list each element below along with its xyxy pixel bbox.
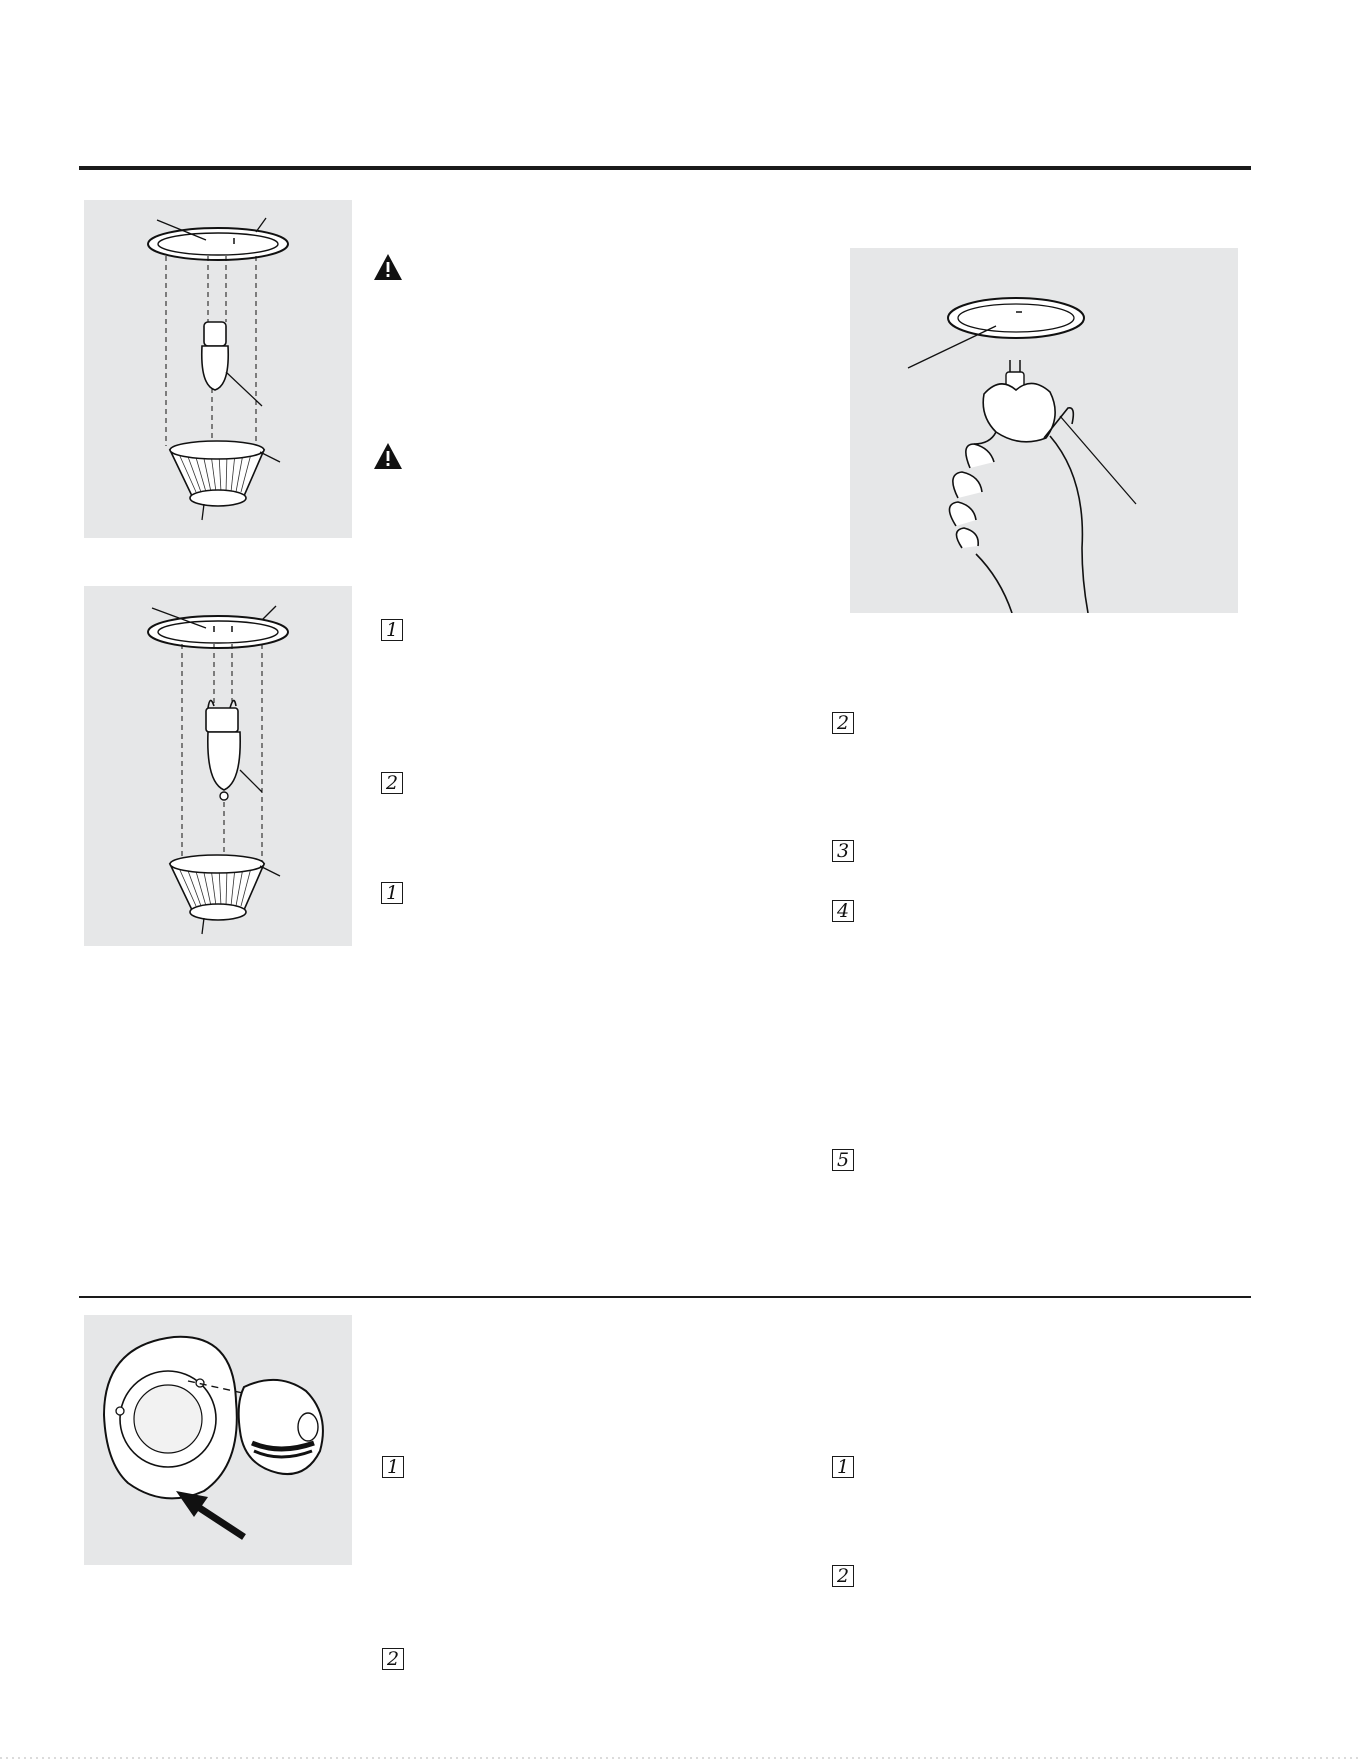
step-number-box: 3	[832, 840, 854, 862]
hand-inserting-bulb-diagram	[850, 248, 1238, 613]
bulb-diagram-upper	[84, 200, 352, 538]
step-number-box: 1	[381, 619, 403, 641]
bi-pin-bulb-exploded-illustration	[84, 586, 352, 946]
step-number-box: 2	[381, 772, 403, 794]
step-number-box: 2	[832, 1565, 854, 1587]
step-number-box: 2	[382, 1648, 404, 1670]
warning-triangle-icon	[373, 442, 403, 470]
light-cover-diagram	[84, 1315, 352, 1565]
step-number-box: 1	[382, 1456, 404, 1478]
step-number-box: 4	[832, 900, 854, 922]
arrow-icon	[176, 1491, 244, 1537]
warning-triangle-icon	[373, 253, 403, 281]
bulb-diagram-lower	[84, 586, 352, 946]
step-number-box: 2	[832, 712, 854, 734]
bulb-exploded-illustration	[84, 200, 352, 538]
step-number-box: 1	[832, 1456, 854, 1478]
step-number-box: 1	[381, 882, 403, 904]
light-socket-and-globe-illustration	[84, 1315, 352, 1565]
hand-with-tissue-illustration	[850, 248, 1238, 613]
page-footer-edge	[0, 1757, 1361, 1759]
mid-section-rule	[79, 1296, 1251, 1298]
top-section-rule	[79, 166, 1251, 170]
step-number-box: 5	[832, 1149, 854, 1171]
